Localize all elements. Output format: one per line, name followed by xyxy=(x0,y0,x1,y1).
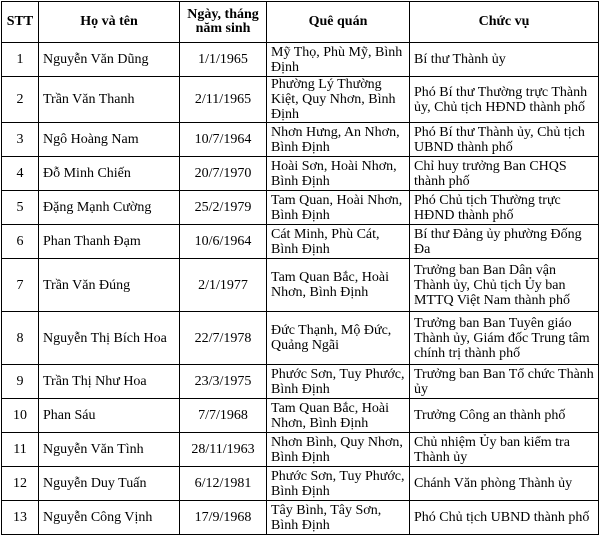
hometown-cell: Hoài Sơn, Hoài Nhơn, Bình Định xyxy=(267,157,410,191)
name-cell: Nguyễn Thị Bích Hoa xyxy=(39,312,180,365)
stt-cell: 8 xyxy=(2,312,39,365)
table-body xyxy=(2,43,599,535)
position-cell: Chỉ huy trưởng Ban CHQS thành phố xyxy=(410,157,599,191)
table-row xyxy=(2,365,599,399)
table-row xyxy=(2,433,599,467)
position-cell: Trưởng Công an thành phố xyxy=(410,399,599,433)
header-stt: STT xyxy=(2,2,39,43)
hometown-cell: Phước Sơn, Tuy Phước, Bình Định xyxy=(267,467,410,501)
position-cell: Phó Bí thư Thường trực Thành ủy, Chủ tịch HĐND thành phố xyxy=(410,77,599,123)
dob-cell: 6/12/1981 xyxy=(180,467,267,501)
name-cell: Phan Thanh Đạm xyxy=(39,225,180,259)
table-row xyxy=(2,77,599,123)
name-cell: Nguyễn Công Vịnh xyxy=(39,501,180,535)
name-cell: Nguyễn Văn Tình xyxy=(39,433,180,467)
stt-cell: 7 xyxy=(2,259,39,312)
name-cell: Nguyễn Duy Tuấn xyxy=(39,467,180,501)
dob-cell: 22/7/1978 xyxy=(180,312,267,365)
position-cell: Phó Chủ tịch UBND thành phố xyxy=(410,501,599,535)
header-hometown: Quê quán xyxy=(267,2,410,43)
officials-table xyxy=(1,1,599,535)
table-row xyxy=(2,399,599,433)
header-row xyxy=(2,2,599,43)
stt-cell: 3 xyxy=(2,123,39,157)
stt-cell: 6 xyxy=(2,225,39,259)
name-cell: Đặng Mạnh Cường xyxy=(39,191,180,225)
position-cell: Phó Chủ tịch Thường trực HĐND thành phố xyxy=(410,191,599,225)
table-row xyxy=(2,191,599,225)
hometown-cell: Đức Thạnh, Mộ Đức, Quảng Ngãi xyxy=(267,312,410,365)
dob-cell: 25/2/1979 xyxy=(180,191,267,225)
stt-cell: 11 xyxy=(2,433,39,467)
table-row xyxy=(2,157,599,191)
table-row xyxy=(2,123,599,157)
hometown-cell: Tam Quan Bắc, Hoài Nhơn, Bình Định xyxy=(267,259,410,312)
stt-cell: 10 xyxy=(2,399,39,433)
name-cell: Ngô Hoàng Nam xyxy=(39,123,180,157)
hometown-cell: Nhơn Hưng, An Nhơn, Bình Định xyxy=(267,123,410,157)
hometown-cell: Tây Bình, Tây Sơn, Bình Định xyxy=(267,501,410,535)
dob-cell: 1/1/1965 xyxy=(180,43,267,77)
stt-cell: 1 xyxy=(2,43,39,77)
table-row xyxy=(2,43,599,77)
hometown-cell: Mỹ Thọ, Phù Mỹ, Bình Định xyxy=(267,43,410,77)
dob-cell: 17/9/1968 xyxy=(180,501,267,535)
name-cell: Nguyễn Văn Dũng xyxy=(39,43,180,77)
table-row xyxy=(2,312,599,365)
dob-cell: 10/7/1964 xyxy=(180,123,267,157)
dob-cell: 10/6/1964 xyxy=(180,225,267,259)
name-cell: Trần Văn Thanh xyxy=(39,77,180,123)
hometown-cell: Tam Quan Bắc, Hoài Nhơn, Bình Định xyxy=(267,399,410,433)
dob-cell: 28/11/1963 xyxy=(180,433,267,467)
table-row xyxy=(2,501,599,535)
position-cell: Trưởng ban Ban Dân vận Thành ủy, Chủ tịch Ủy ban MTTQ Việt Nam thành phố xyxy=(410,259,599,312)
stt-cell: 12 xyxy=(2,467,39,501)
position-cell: Phó Bí thư Thành ủy, Chủ tịch UBND thành phố xyxy=(410,123,599,157)
table-row xyxy=(2,259,599,312)
table-row xyxy=(2,467,599,501)
position-cell: Bí thư Thành ủy xyxy=(410,43,599,77)
dob-cell: 7/7/1968 xyxy=(180,399,267,433)
name-cell: Trần Văn Đúng xyxy=(39,259,180,312)
stt-cell: 5 xyxy=(2,191,39,225)
header-position: Chức vụ xyxy=(410,2,599,43)
hometown-cell: Phường Lý Thường Kiệt, Quy Nhơn, Bình Định xyxy=(267,77,410,123)
header-name: Họ và tên xyxy=(39,2,180,43)
position-cell: Trưởng ban Ban Tổ chức Thành ủy xyxy=(410,365,599,399)
hometown-cell: Phước Sơn, Tuy Phước, Bình Định xyxy=(267,365,410,399)
hometown-cell: Cát Minh, Phù Cát, Bình Định xyxy=(267,225,410,259)
position-cell: Chủ nhiệm Ủy ban kiểm tra Thành ủy xyxy=(410,433,599,467)
stt-cell: 4 xyxy=(2,157,39,191)
name-cell: Đỗ Minh Chiến xyxy=(39,157,180,191)
stt-cell: 2 xyxy=(2,77,39,123)
stt-cell: 13 xyxy=(2,501,39,535)
position-cell: Trưởng ban Ban Tuyên giáo Thành ủy, Giám đốc Trung tâm chính trị thành phố xyxy=(410,312,599,365)
dob-cell: 2/11/1965 xyxy=(180,77,267,123)
name-cell: Phan Sáu xyxy=(39,399,180,433)
stt-cell: 9 xyxy=(2,365,39,399)
table-row xyxy=(2,225,599,259)
position-cell: Bí thư Đảng ủy phường Đống Đa xyxy=(410,225,599,259)
dob-cell: 20/7/1970 xyxy=(180,157,267,191)
header-dob: Ngày, tháng năm sinh xyxy=(180,2,267,43)
dob-cell: 23/3/1975 xyxy=(180,365,267,399)
hometown-cell: Tam Quan, Hoài Nhơn, Bình Định xyxy=(267,191,410,225)
hometown-cell: Nhơn Bình, Quy Nhơn, Bình Định xyxy=(267,433,410,467)
position-cell: Chánh Văn phòng Thành ủy xyxy=(410,467,599,501)
name-cell: Trần Thị Như Hoa xyxy=(39,365,180,399)
dob-cell: 2/1/1977 xyxy=(180,259,267,312)
